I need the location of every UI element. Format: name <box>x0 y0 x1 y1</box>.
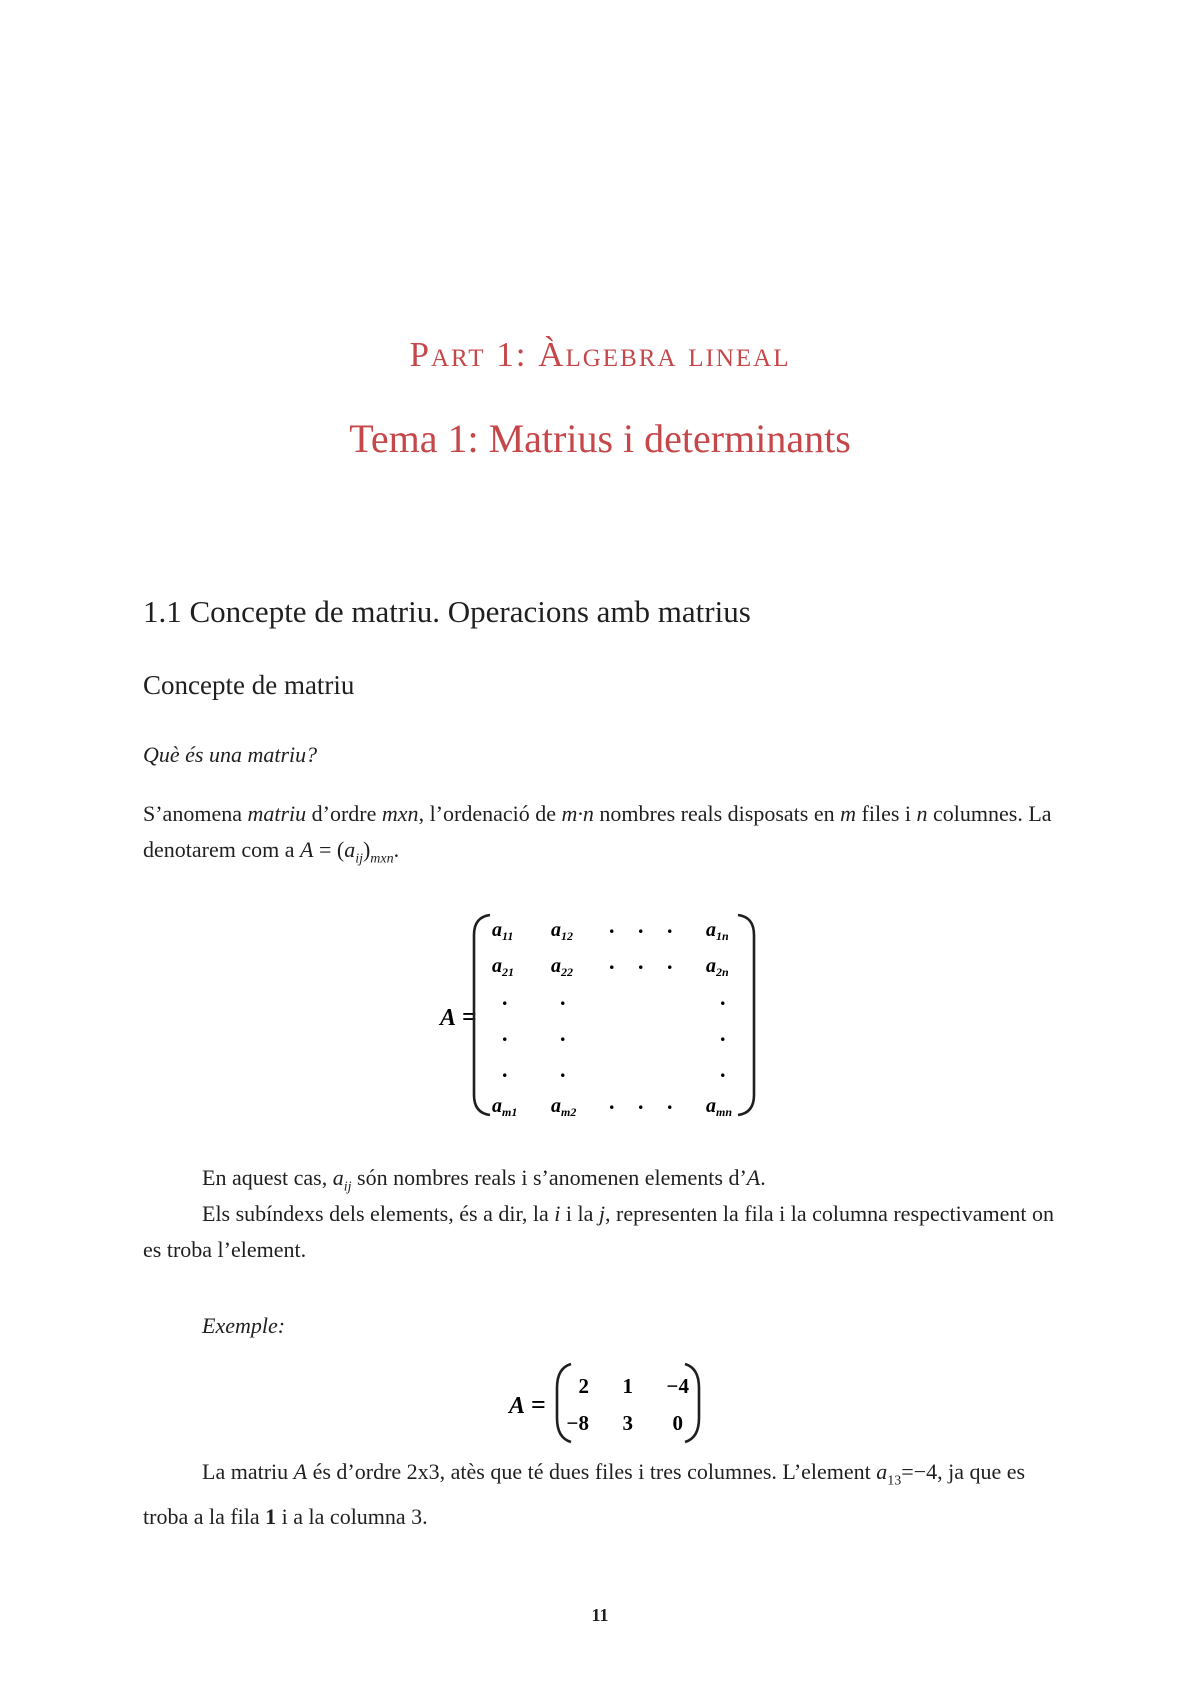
def-text: S’anomena <box>143 801 248 826</box>
p-text: i la <box>560 1201 599 1226</box>
row-dots: . <box>667 913 673 938</box>
matrix-label: A <box>440 1005 457 1031</box>
def-mxn: mxn <box>370 851 394 867</box>
cell-a22: $a_{22}$ <box>551 955 573 979</box>
general-matrix <box>420 905 760 1125</box>
p-text: =−4, ja que es troba a la fila <box>143 1459 1026 1530</box>
right-bracket <box>738 915 754 1115</box>
p-text: Els subíndexs dels elements, és a dir, la <box>202 1201 555 1226</box>
row-dots: . <box>638 913 644 938</box>
def-order: mxn <box>381 801 419 826</box>
equals-sign: = <box>462 1002 477 1031</box>
cell-r2-c2: 3 <box>622 1411 633 1435</box>
column-dots: . <box>560 1057 566 1082</box>
p-text: són nombres reals i s’anomenen elements d’ <box>351 1165 747 1190</box>
p-sub: 13 <box>887 1473 902 1489</box>
example-label: Exemple: <box>202 1313 286 1338</box>
def-term: matriu <box>247 801 307 826</box>
p-A: A <box>746 1165 761 1190</box>
column-dots: . <box>720 985 726 1010</box>
def-text: = ( <box>313 837 345 862</box>
column-dots: . <box>502 985 508 1010</box>
cell-a2n: $a_{2n}$ <box>706 955 729 979</box>
row-dots: . <box>667 1089 673 1114</box>
theme-title: Tema 1: Matrius i determinants <box>349 416 851 461</box>
cell-a21: $a_{21}$ <box>492 955 514 979</box>
def-text: ) <box>362 837 371 862</box>
row-dots: . <box>667 949 673 974</box>
row-dots: . <box>638 1089 644 1114</box>
column-dots: . <box>502 1057 508 1082</box>
def-text: d’ordre <box>306 801 382 826</box>
def-A: A <box>300 837 314 862</box>
matrix-label: A <box>509 1393 526 1419</box>
column-dots: . <box>502 1021 508 1046</box>
cell-a12: $a_{12}$ <box>551 919 573 943</box>
def-count: m·n <box>561 801 594 826</box>
def-text: columnes. La denotarem com a <box>143 801 1052 862</box>
p-text: La matriu <box>202 1459 294 1484</box>
equals-sign: = <box>531 1390 546 1419</box>
subindex-paragraph <box>143 1196 1063 1268</box>
p-A: A <box>293 1459 308 1484</box>
part-title: Part 1: Àlgebra lineal <box>409 335 791 374</box>
example-paragraph <box>143 1454 1063 1535</box>
p-i: i <box>554 1201 561 1226</box>
row-dots: . <box>638 949 644 974</box>
row-dots: . <box>609 913 615 938</box>
column-dots: . <box>720 1021 726 1046</box>
column-dots: . <box>720 1057 726 1082</box>
p-text: . <box>760 1165 766 1190</box>
p-row: 1 <box>265 1504 277 1530</box>
def-a: a <box>344 837 356 862</box>
cell-am1: $a_{m1}$ <box>492 1095 518 1119</box>
p-a: a <box>876 1459 888 1484</box>
cell-amn: $a_{mn}$ <box>706 1095 733 1119</box>
p-j: j <box>598 1201 606 1226</box>
section-heading: 1.1 Concepte de matriu. Operacions amb matrius <box>143 594 751 629</box>
def-ij: ij <box>355 851 363 867</box>
column-dots: . <box>560 1021 566 1046</box>
example-matrix <box>505 1358 705 1448</box>
def-text: , l’ordenació de <box>418 801 562 826</box>
p-text: i a la columna 3. <box>276 1504 428 1530</box>
row-dots: . <box>609 949 615 974</box>
definition-paragraph <box>143 796 1063 877</box>
p-text: és d’ordre 2x3, atès que té dues files i tres columnes. L’element <box>307 1459 877 1484</box>
cell-r1-c1: 2 <box>578 1374 589 1398</box>
p-a: a <box>332 1165 344 1190</box>
cell-r1-c2: 1 <box>622 1374 633 1398</box>
def-text: . <box>393 837 400 862</box>
p-text: En aquest cas, <box>202 1165 333 1190</box>
def-n: n <box>916 801 928 826</box>
cell-r2-c3: 0 <box>672 1411 683 1435</box>
def-text: files i <box>856 801 917 826</box>
cell-r1-c3: −4 <box>666 1374 689 1398</box>
column-dots: . <box>560 985 566 1010</box>
row-dots: . <box>609 1089 615 1114</box>
p-text: , representen la fila i la columna respectivament on es troba l’element. <box>143 1201 1055 1262</box>
def-m: m <box>840 801 857 826</box>
question-text: Què és una matriu? <box>143 742 318 767</box>
page-number: 11 <box>591 1605 609 1625</box>
subsection-heading: Concepte de matriu <box>143 670 355 700</box>
cell-a11: $a_{11}$ <box>492 919 514 943</box>
p-ij: ij <box>343 1179 352 1195</box>
cell-r2-c1: −8 <box>566 1411 589 1435</box>
def-text: nombres reals disposats en <box>593 801 841 826</box>
cell-am2: $a_{m2}$ <box>551 1095 577 1119</box>
cell-a1n: $a_{1n}$ <box>706 919 729 943</box>
